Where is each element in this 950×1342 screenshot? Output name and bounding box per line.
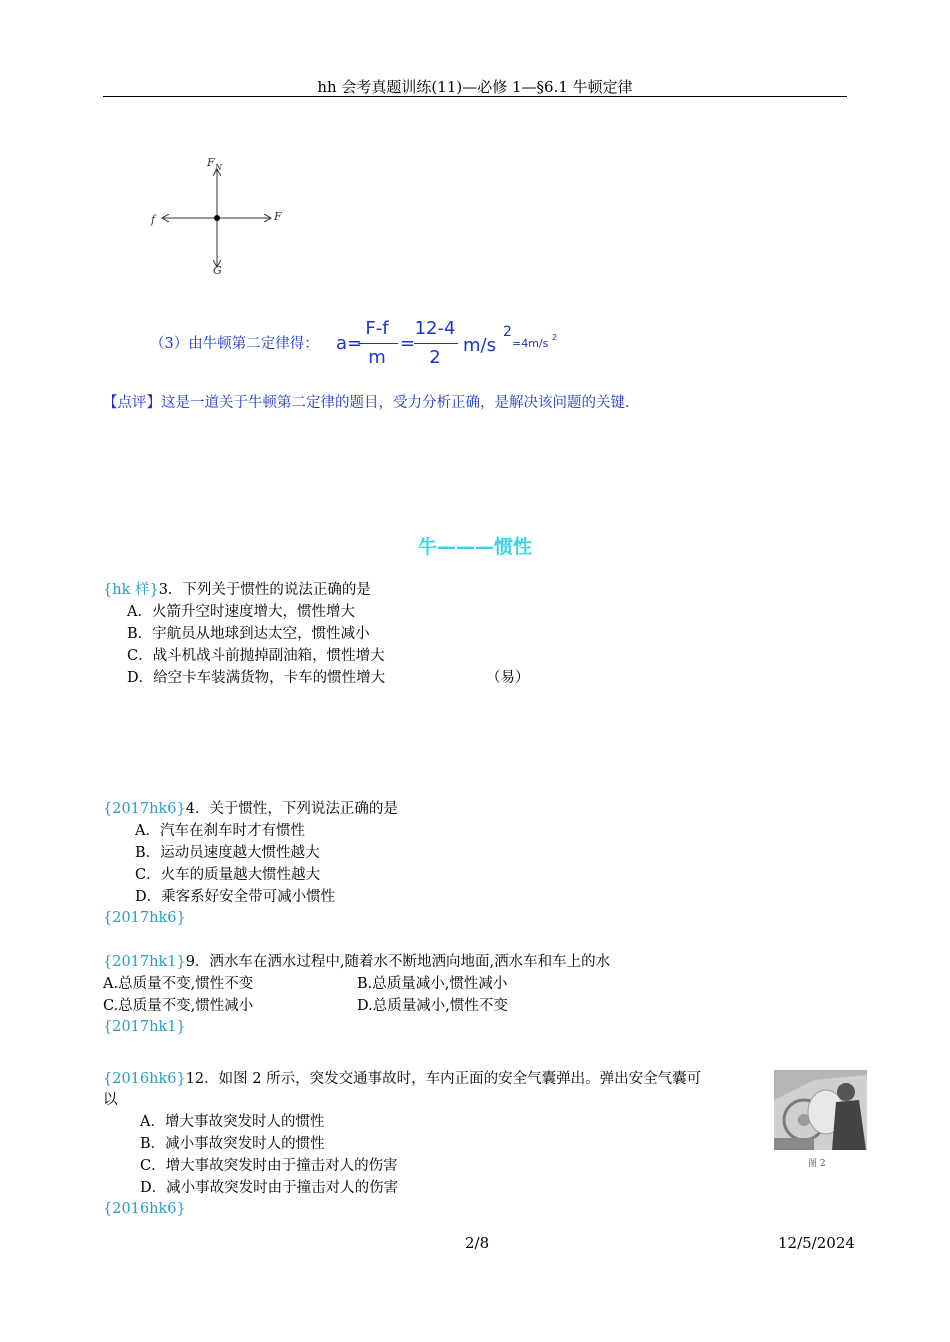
q4-stem-text: 4．关于惯性，下列说法正确的是 <box>185 801 398 817</box>
label-f-small: f <box>151 213 156 226</box>
q12-stem <box>103 1069 701 1089</box>
q3-tag: {hk 样} <box>103 582 159 598</box>
frac1-bar <box>358 343 398 344</box>
q4-tag: {2017hk6} <box>103 801 186 817</box>
frac2-bar <box>414 343 458 344</box>
frac2-denominator: 2 <box>429 347 441 368</box>
q4-option-c: C．火车的质量越大惯性越大 <box>135 867 321 883</box>
q4-stem <box>103 799 398 819</box>
q12-stem-text: 12．如图 2 所示，突发交通事故时，车内正面的安全气囊弹出。弹出安全气囊可 <box>185 1071 702 1087</box>
q9-option-d: D.总质量减小,惯性不变 <box>357 998 508 1014</box>
comment-label: 【点评】 <box>103 395 161 411</box>
q12-option-d: D．减小事故突发时由于撞击对人的伤害 <box>140 1180 399 1196</box>
q12-option-a: A．增大事故突发时人的惯性 <box>140 1114 325 1130</box>
q9-stem <box>103 952 610 972</box>
q12-option-c: C．增大事故突发时由于撞击对人的伤害 <box>140 1158 398 1174</box>
label-fn-sub: N <box>215 163 222 172</box>
q3-difficulty: （易） <box>486 670 530 686</box>
unit-exponent: 2 <box>503 324 512 340</box>
force-diagram <box>145 150 295 280</box>
a-equals: a= <box>336 333 363 354</box>
equals-2: = <box>400 333 416 354</box>
comment-text: 这是一道关于牛顿第二定律的题目，受力分析正确，是解决该问题的关键. <box>161 395 630 411</box>
section-title: 牛———惯性 <box>417 536 532 558</box>
q3-option-c: C．战斗机战斗前抛掉副油箱，惯性增大 <box>127 648 385 664</box>
comment <box>103 393 630 413</box>
q3-stem <box>103 580 371 600</box>
label-g: G <box>213 264 222 277</box>
q9-tag: {2017hk1} <box>103 954 186 970</box>
footer-date: 12/5/2024 <box>778 1234 855 1252</box>
header-divider <box>103 96 847 97</box>
result: =4m/s <box>512 337 549 350</box>
airbag-photo-illustration <box>774 1070 867 1150</box>
q3-option-a: A．火箭升空时速度增大，惯性增大 <box>127 604 355 620</box>
q12-option-b: B．减小事故突发时人的惯性 <box>140 1136 325 1152</box>
frac2-numerator: 12-4 <box>414 318 456 339</box>
unit: m/s <box>463 335 496 356</box>
airbag-photo <box>774 1070 867 1150</box>
q12-tag: {2016hk6} <box>103 1071 186 1087</box>
q4-option-d: D．乘客系好安全带可减小惯性 <box>135 889 336 905</box>
frac1-denominator: m <box>368 347 386 368</box>
page-header: hh 会考真题训练(11)—必修 1—§6.1 牛顿定律 <box>317 78 633 96</box>
q9-stem-text: 9．洒水车在洒水过程中,随着水不断地洒向地面,洒水车和车上的水 <box>185 954 611 970</box>
q4-option-b: B．运动员速度越大惯性越大 <box>135 845 320 861</box>
q3-stem-text: 3．下列关于惯性的说法正确的是 <box>158 582 371 598</box>
q4-end-tag: {2017hk6} <box>103 910 186 926</box>
q12-stem-line2: 以 <box>103 1092 118 1108</box>
figure-caption: 图 2 <box>808 1159 826 1169</box>
q3-option-b: B．宇航员从地球到达太空，惯性减小 <box>127 626 370 642</box>
q9-option-a: A.总质量不变,惯性不变 <box>103 976 254 992</box>
label-f-big: F <box>274 210 282 223</box>
q9-option-c: C.总质量不变,惯性减小 <box>103 998 254 1014</box>
page-number: 2/8 <box>465 1234 490 1252</box>
q3-option-d: D．给空卡车装满货物，卡车的惯性增大 <box>127 670 386 686</box>
center-point <box>214 215 220 221</box>
q12-end-tag: {2016hk6} <box>103 1201 186 1217</box>
result-exponent: 2 <box>552 333 558 342</box>
q9-option-b: B.总质量减小,惯性减小 <box>357 976 508 992</box>
step3-label: （3）由牛顿第二定律得： <box>150 336 319 352</box>
frac1-numerator: F-f <box>365 318 389 339</box>
q9-end-tag: {2017hk1} <box>103 1019 186 1035</box>
label-fn: F <box>207 156 215 169</box>
q4-option-a: A．汽车在刹车时才有惯性 <box>135 823 305 839</box>
